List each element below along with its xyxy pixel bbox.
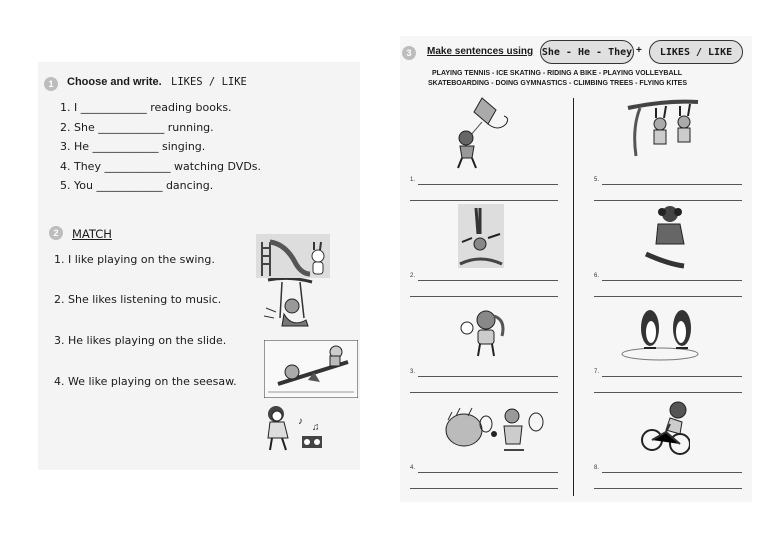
answer-line-5b[interactable] (594, 200, 742, 201)
section-3-title: Make sentences using (427, 46, 534, 57)
answer-line-6a[interactable] (602, 280, 742, 281)
answer-line-4b[interactable] (410, 488, 558, 489)
answer-line-1a[interactable] (418, 184, 558, 185)
fill-item-2: 2. She ____________ running. (60, 121, 214, 134)
bike-picture[interactable] (640, 398, 690, 458)
section-2-number: 2 (49, 226, 63, 240)
answer-line-7b[interactable] (594, 392, 742, 393)
section-1-title: Choose and write. (67, 76, 162, 88)
answer-label-7: 7. (594, 369, 600, 375)
climbing-picture[interactable] (626, 98, 700, 160)
slide-picture[interactable] (256, 234, 330, 278)
tennis-picture[interactable] (442, 404, 546, 454)
verb-pill: LIKES / LIKE (649, 40, 743, 64)
activities-line-2: SKATEBOARDING - DOING GYMNASTICS - CLIMBING TREES - FLYING KITES (428, 80, 688, 87)
match-item-4: 4. We like playing on the seesaw. (54, 375, 237, 388)
answer-line-2a[interactable] (418, 280, 558, 281)
svg-text:♪: ♪ (298, 416, 303, 427)
swing-picture[interactable] (262, 278, 318, 336)
answer-line-3b[interactable] (410, 392, 558, 393)
answer-line-4a[interactable] (418, 472, 558, 473)
fill-item-5: 5. You ____________ dancing. (60, 179, 214, 192)
skateboard-picture[interactable] (640, 204, 690, 270)
answer-label-5: 5. (594, 177, 600, 183)
answer-label-8: 8. (594, 465, 600, 471)
answer-line-5a[interactable] (602, 184, 742, 185)
answer-label-3: 3. (410, 369, 416, 375)
answer-label-2: 2. (410, 273, 416, 279)
section-1-word-choice: LIKES / LIKE (171, 76, 247, 88)
skating-picture[interactable] (620, 302, 704, 362)
volleyball-picture[interactable] (458, 306, 510, 358)
answer-label-4: 4. (410, 465, 416, 471)
svg-text:♫: ♫ (312, 422, 320, 433)
match-item-3: 3. He likes playing on the slide. (54, 334, 227, 347)
match-item-1: 1. I like playing on the swing. (54, 253, 215, 266)
pronoun-pill: She - He - They (540, 40, 634, 64)
answer-line-8b[interactable] (594, 488, 742, 489)
answer-line-8a[interactable] (602, 472, 742, 473)
fill-item-3: 3. He ____________ singing. (60, 140, 206, 153)
answer-line-1b[interactable] (410, 200, 558, 201)
section-1-number: 1 (44, 77, 58, 91)
music-picture[interactable] (260, 402, 328, 454)
column-divider (573, 98, 574, 496)
section-2-title: MATCH (72, 227, 112, 241)
activities-line-1: PLAYING TENNIS - ICE SKATING - RIDING A BIKE - PLAYING VOLLEYBALL (432, 70, 683, 77)
kite-picture[interactable] (448, 96, 514, 170)
fill-item-4: 4. They ____________ watching DVDs. (60, 160, 262, 173)
match-item-2: 2. She likes listening to music. (54, 293, 222, 306)
fill-item-1: 1. I ____________ reading books. (60, 101, 232, 114)
plus-sign: + (636, 45, 642, 56)
answer-line-2b[interactable] (410, 296, 558, 297)
gymnastics-picture[interactable] (458, 204, 504, 268)
answer-line-3a[interactable] (418, 376, 558, 377)
answer-line-7a[interactable] (602, 376, 742, 377)
answer-label-1: 1. (410, 177, 416, 183)
section-3-number: 3 (402, 46, 416, 60)
answer-line-6b[interactable] (594, 296, 742, 297)
seesaw-picture[interactable] (264, 340, 358, 398)
answer-label-6: 6. (594, 273, 600, 279)
